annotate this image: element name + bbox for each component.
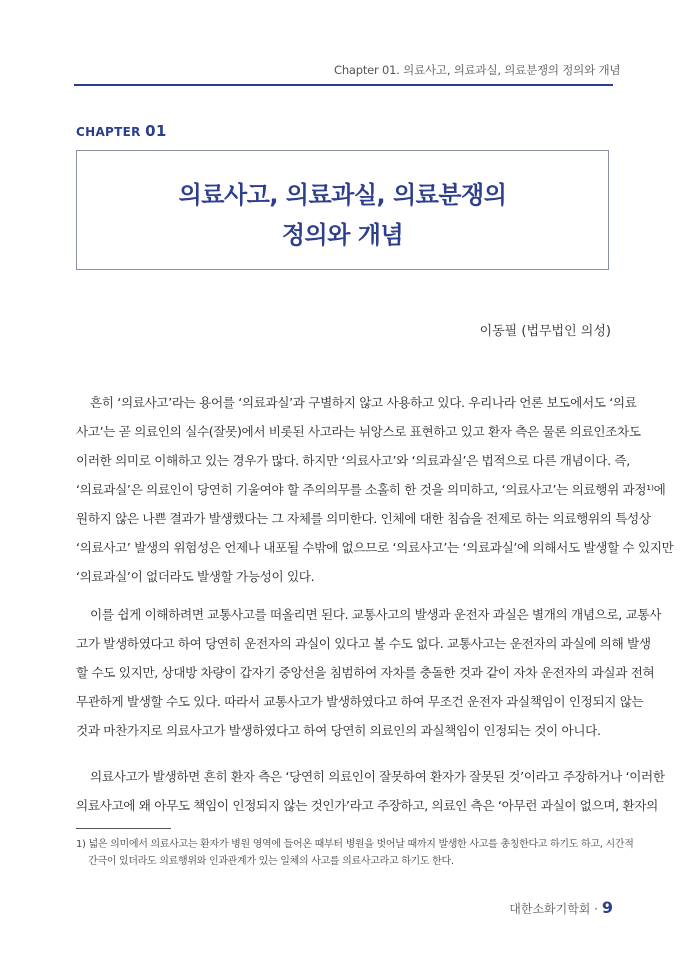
- paragraph-line: 의료사고에 왜 아무도 책임이 인정되지 않는 것인가’라고 주장하고, 의료인 측은 ‘아무런 과실이 없으며, 환자의: [76, 798, 658, 813]
- chapter-title-line-1: 의료사고, 의료과실, 의료분쟁의: [178, 181, 507, 209]
- footnote: [76, 836, 634, 870]
- chapter-label-text: CHAPTER: [76, 125, 141, 139]
- paragraph-line: 원하지 않은 나쁜 결과가 발생했다는 그 자체를 의미한다. 인체에 대한 침습을 전제로 하는 의료행위의 특성상: [76, 511, 651, 526]
- paragraph-line: 무관하게 발생할 수도 있다. 따라서 교통사고가 발생하였다고 하여 무조건 운전자 과실책임이 인정되지 않는: [76, 694, 644, 709]
- paragraph-line: 의료사고가 발생하면 흔히 환자 측은 ‘당연히 의료인이 잘못하여 환자가 잘못된 것’이라고 주장하거나 ‘이러한: [90, 769, 665, 784]
- paragraph-line: ‘의료사고’ 발생의 위험성은 언제나 내포될 수밖에 없으므로 ‘의료사고’는 ‘의료과실’에 의해서도 발생할 수 있지만: [76, 540, 674, 555]
- footnote-line-1: 1) 넓은 의미에서 의료사고는 환자가 병원 영역에 들어온 때부터 병원을 벗어날 때까지 발생한 사고를 총칭한다고 하기도 하고, 시간적: [76, 839, 634, 850]
- header-rule: [74, 84, 613, 86]
- chapter-number: 01: [145, 122, 167, 140]
- paragraph-line: 이를 쉽게 이해하려면 교통사고를 떠올리면 된다. 교통사고의 발생과 운전자 과실은 별개의 개념으로, 교통사: [90, 607, 662, 622]
- page-footer: [509, 898, 613, 917]
- chapter-label: [76, 122, 167, 140]
- chapter-title-box: [76, 150, 609, 270]
- footnote-rule: [76, 828, 171, 829]
- paragraph-line: 고가 발생하였다고 하여 당연히 운전자의 과실이 있다고 볼 수도 없다. 교통사고는 운전자의 과실에 의해 발생: [76, 636, 651, 651]
- footer-society: 대한소화기학회 ·: [509, 902, 599, 916]
- chapter-title-line-2: 정의와 개념: [281, 221, 404, 249]
- paragraph-line: 할 수도 있지만, 상대방 차량이 갑자기 중앙선을 침범하여 자차를 충돌한 것과 같이 자차 운전자의 과실과 전혀: [76, 665, 655, 680]
- paragraph-line: 것과 마찬가지로 의료사고가 발생하였다고 하여 당연히 의료인의 과실책임이 인정되는 것이 아니다.: [76, 723, 601, 738]
- page-number: 9: [601, 898, 613, 917]
- running-header: Chapter 01. 의료사고, 의료과실, 의료분쟁의 정의와 개념: [334, 63, 621, 77]
- paragraph-line: 흔히 ‘의료사고’라는 용어를 ‘의료과실’과 구별하지 않고 사용하고 있다. 우리나라 언론 보도에서도 ‘의료: [90, 395, 637, 410]
- body-paragraph-2: [76, 600, 662, 745]
- paragraph-line: ‘의료과실’은 의료인이 당연히 기울여야 할 주의의무를 소홀히 한 것을 의미하고, ‘의료사고’는 의료행위 과정¹⁾에: [76, 482, 666, 497]
- footnote-line-2: 간극이 있더라도 의료행위와 인과관계가 있는 일체의 사고를 의료사고라고 하기도 한다.: [88, 856, 454, 867]
- paragraph-line: 사고’는 곧 의료인의 실수(잘못)에서 비롯된 사고라는 뉘앙스로 표현하고 있고 환자 측은 물론 의료인조차도: [76, 424, 641, 439]
- body-paragraph-1: [76, 388, 674, 591]
- paragraph-line: ‘의료과실’이 없더라도 발생할 가능성이 있다.: [76, 569, 315, 584]
- body-paragraph-3: [76, 762, 665, 820]
- paragraph-line: 이러한 의미로 이해하고 있는 경우가 많다. 하지만 ‘의료사고’와 ‘의료과실’은 법적으로 다른 개념이다. 즉,: [76, 453, 630, 468]
- author-byline: 이동필 (법무법인 의성): [479, 324, 611, 339]
